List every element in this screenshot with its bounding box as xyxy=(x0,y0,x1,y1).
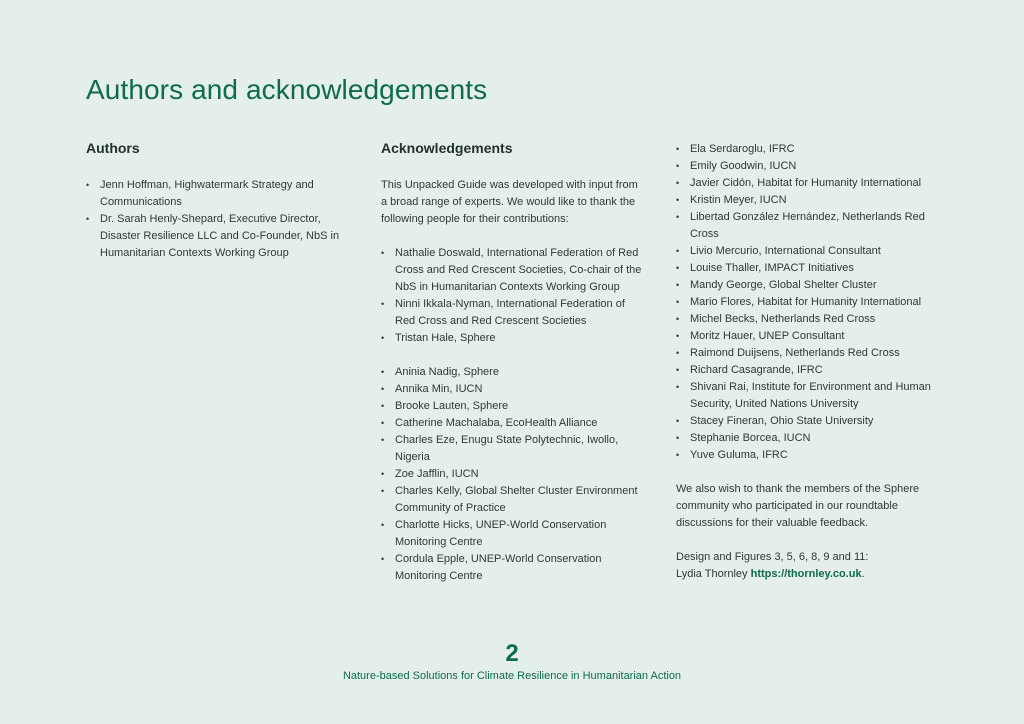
design-credit xyxy=(676,549,951,583)
thanks-paragraph: We also wish to thank the members of the Sphere community who participated in our roundtable discussions for their valuable feedback. xyxy=(676,483,920,529)
authors-heading: Authors xyxy=(86,140,140,156)
list-item: • Richard Casagrande, IFRC xyxy=(676,362,951,379)
acknowledgements-heading: Acknowledgements xyxy=(381,140,513,156)
list-item: • Zoe Jafflin, IUCN xyxy=(381,466,643,483)
footer-title: Nature-based Solutions for Climate Resilience in Humanitarian Action xyxy=(342,670,682,682)
list-item: • Nathalie Doswald, International Federation of Red Cross and Red Crescent Societies, Co-chair of the NbS in Humanitarian Contexts Working Group xyxy=(381,245,643,296)
designer-name: Lydia Thornley xyxy=(676,568,748,580)
page-title: Authors and acknowledgements xyxy=(86,74,488,105)
page-number: 2 xyxy=(505,640,519,667)
design-credit-line: Design and Figures 3, 5, 6, 8, 9 and 11: xyxy=(676,551,869,563)
list-item: • Stacey Fineran, Ohio State University xyxy=(676,413,951,430)
list-item: • Moritz Hauer, UNEP Consultant xyxy=(676,328,951,345)
acknowledgements-column-continued xyxy=(676,141,951,583)
list-item: • Yuve Guluma, IFRC xyxy=(676,447,951,464)
list-item: • Kristin Meyer, IUCN xyxy=(676,192,951,209)
list-item: • Libertad González Hernández, Netherlands Red Cross xyxy=(676,209,951,243)
list-item: • Cordula Epple, UNEP-World Conservation Monitoring Centre xyxy=(381,551,643,585)
list-item: • Mandy George, Global Shelter Cluster xyxy=(676,277,951,294)
design-credit-end: . xyxy=(861,568,865,580)
list-item: • Charlotte Hicks, UNEP-World Conservation Monitoring Centre xyxy=(381,517,643,551)
acknowledgements-column xyxy=(381,138,643,585)
list-item: • Charles Eze, Enugu State Polytechnic, Iwollo, Nigeria xyxy=(381,432,643,466)
list-item: • Michel Becks, Netherlands Red Cross xyxy=(676,311,951,328)
list-item: • Raimond Duijsens, Netherlands Red Cross xyxy=(676,345,951,362)
list-item: • Charles Kelly, Global Shelter Cluster Environment Community of Practice xyxy=(381,483,643,517)
list-item: • Shivani Rai, Institute for Environment and Human Security, United Nations University xyxy=(676,379,951,413)
acknowledgements-intro: This Unpacked Guide was developed with input from a broad range of experts. We would like to thank the following people for their contributions: xyxy=(381,179,638,225)
authors-list xyxy=(86,177,356,262)
list-item: • Tristan Hale, Sphere xyxy=(381,330,643,347)
list-item: • Javier Cidón, Habitat for Humanity International xyxy=(676,175,951,192)
list-item: • Ela Serdaroglu, IFRC xyxy=(676,141,951,158)
contributors-list-2 xyxy=(381,364,643,585)
contributors-list-1 xyxy=(381,245,643,347)
authors-column xyxy=(86,138,356,262)
list-item: • Emily Goodwin, IUCN xyxy=(676,158,951,175)
list-item: • Ninni Ikkala-Nyman, International Federation of Red Cross and Red Crescent Societies xyxy=(381,296,643,330)
list-item: • Louise Thaller, IMPACT Initiatives xyxy=(676,260,951,277)
contributors-list-3 xyxy=(676,141,951,464)
list-item: • Livio Mercurio, International Consultant xyxy=(676,243,951,260)
list-item: • Stephanie Borcea, IUCN xyxy=(676,430,951,447)
list-item: • Mario Flores, Habitat for Humanity International xyxy=(676,294,951,311)
list-item: • Annika Min, IUCN xyxy=(381,381,643,398)
list-item: • Jenn Hoffman, Highwatermark Strategy and Communications xyxy=(86,177,356,211)
list-item: • Dr. Sarah Henly-Shepard, Executive Director, Disaster Resilience LLC and Co-Founder, NbS in Humanitarian Contexts Working Group xyxy=(86,211,356,262)
list-item: • Catherine Machalaba, EcoHealth Alliance xyxy=(381,415,643,432)
designer-website-link[interactable]: https://thornley.co.uk xyxy=(750,568,862,580)
list-item: • Brooke Lauten, Sphere xyxy=(381,398,643,415)
list-item: • Aninia Nadig, Sphere xyxy=(381,364,643,381)
